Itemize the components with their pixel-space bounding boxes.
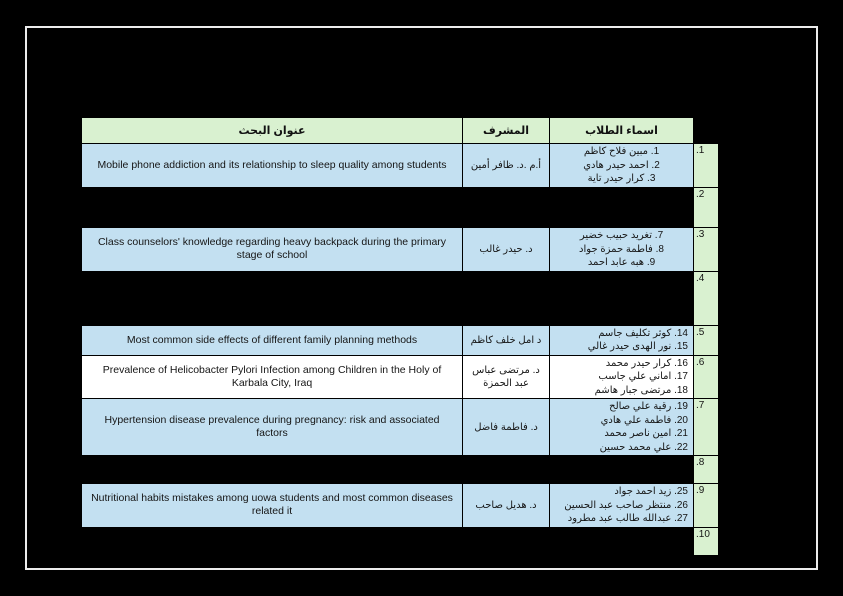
student-name: 26. منتظر صاحب عبد الحسين: [564, 499, 688, 511]
row-number-cell: .6: [694, 355, 719, 399]
student-name: 25. زيد احمد جواد: [614, 486, 688, 497]
research-title-cell: Hypertension disease prevalence during pregnancy: risk and associated factors: [82, 399, 463, 456]
row-number-cell: .5: [694, 325, 719, 355]
supervisor-cell: د. فاطمة فاضل: [463, 399, 550, 456]
table-header-row: [82, 118, 719, 144]
supervisor-cell: د. حيدر غالب: [463, 228, 550, 272]
research-title-cell: Most common side effects of different family planning methods: [82, 325, 463, 355]
row-number-cell: .1: [694, 144, 719, 188]
row-number-cell: .2: [694, 188, 719, 228]
header-supervisor: المشرف: [463, 118, 550, 144]
student-name: 9. هبه عابد احمد: [587, 257, 656, 268]
students-cell: [550, 228, 694, 272]
students-cell: [550, 355, 694, 399]
table-row: [82, 228, 719, 272]
research-title-cell: Nutritional habits mistakes among uowa students and most common diseases related it: [82, 484, 463, 528]
row-number-cell: .10: [694, 527, 719, 555]
research-title-cell: Mobile phone addiction and its relationship to sleep quality among students: [82, 144, 463, 188]
row-number-cell: .8: [694, 456, 719, 484]
student-name: 3. كرار حيدر تاية: [587, 173, 656, 185]
table-row: [82, 325, 719, 355]
table-row-redacted: [82, 456, 719, 484]
research-title-cell: Class counselors' knowledge regarding heavy backpack during the primary stage of school: [82, 228, 463, 272]
student-name: 7. تغريد حبيب خضير: [579, 230, 664, 241]
student-name: 27. عبدالله طالب عبد مطرود: [567, 513, 688, 524]
student-name: 20. فاطمة علي هادي: [600, 414, 688, 426]
redacted-content: [82, 456, 694, 484]
supervisor-cell: د امل خلف كاظم: [463, 325, 550, 355]
header-research-title: عنوان البحث: [82, 118, 463, 144]
table-row-redacted: [82, 527, 719, 555]
redacted-content: [82, 527, 694, 555]
redacted-content: [82, 188, 694, 228]
supervisor-cell: د. هديل صاحب: [463, 484, 550, 528]
redacted-content: [82, 271, 694, 325]
table-row-redacted: [82, 271, 719, 325]
table-row: [82, 355, 719, 399]
table-row: [82, 484, 719, 528]
research-assignments-table: [81, 117, 719, 556]
header-ghost-cell: [694, 118, 719, 144]
table-row: [82, 144, 719, 188]
student-name: 18. مرتضى جبار هاشم: [594, 384, 688, 396]
student-name: 14. كوثر تكليف جاسم: [598, 327, 688, 339]
row-number-cell: .3: [694, 228, 719, 272]
research-title-cell: Prevalence of Helicobacter Pylori Infection among Children in the Holy of Karbala City, Iraq: [82, 355, 463, 399]
student-name: 22. علي محمد حسين: [599, 441, 688, 453]
row-number-cell: .7: [694, 399, 719, 456]
students-cell: [550, 325, 694, 355]
student-name: 21. امين ناصر محمد: [604, 428, 688, 439]
student-name: 17. اماني علي جاسب: [598, 371, 688, 382]
student-name: 16. كرار حيدر محمد: [605, 357, 688, 369]
students-cell: [550, 484, 694, 528]
students-cell: [550, 399, 694, 456]
student-name: 19. رقية علي صالح: [609, 401, 688, 412]
student-name: 2. احمد حيدر هادي: [583, 159, 660, 171]
row-number-cell: .9: [694, 484, 719, 528]
students-cell: [550, 144, 694, 188]
student-name: 1. مبين فلاح كاظم: [583, 146, 660, 158]
student-name: 8. فاطمة حمزة جواد: [579, 243, 664, 255]
row-number-cell: .4: [694, 271, 719, 325]
supervisor-cell: د. مرتضى عباس عبد الحمزة: [463, 355, 550, 399]
student-name: 15. نور الهدى حيدر غالي: [587, 341, 688, 352]
header-students: اسماء الطلاب: [550, 118, 694, 144]
supervisor-cell: أ.م .د. ظافر أمين: [463, 144, 550, 188]
table-row: [82, 399, 719, 456]
table-row-redacted: [82, 188, 719, 228]
